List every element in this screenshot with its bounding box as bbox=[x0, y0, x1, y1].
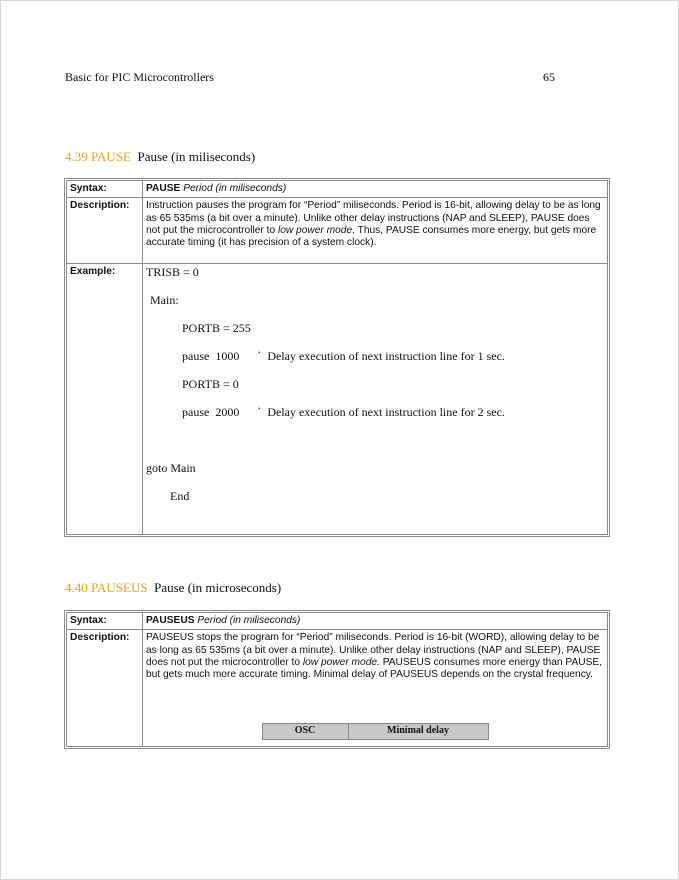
description-cell bbox=[143, 630, 608, 746]
example-row bbox=[67, 264, 608, 535]
syntax-cell bbox=[143, 613, 608, 630]
pause-spec-table bbox=[66, 180, 608, 535]
section-number: 4.40 bbox=[65, 580, 88, 595]
syntax-keyword: PAUSEUS bbox=[146, 615, 195, 626]
osc-header: OSC bbox=[262, 724, 348, 739]
description-text-end: PAUSEUS consumes more energy than PAUSE, but gets much more accurate timing. Minimal delay of PAUSEUS depends on the crystal frequency. bbox=[146, 656, 603, 681]
description-row bbox=[67, 630, 608, 746]
code-line: Main: bbox=[150, 293, 179, 308]
description-cell bbox=[143, 198, 608, 264]
section-subtitle: Pause (in miliseconds) bbox=[137, 149, 256, 164]
description-label: Description: bbox=[67, 630, 143, 746]
description-row bbox=[67, 198, 608, 264]
syntax-arg: Period (in miliseconds) bbox=[183, 183, 287, 194]
section-keyword: PAUSE bbox=[91, 149, 131, 164]
section-heading-pause bbox=[65, 149, 255, 165]
osc-table-header bbox=[262, 724, 488, 739]
description-emphasis: low power mode. bbox=[302, 656, 380, 668]
syntax-keyword: PAUSE bbox=[146, 183, 181, 194]
description-label: Description: bbox=[67, 198, 143, 264]
section-number: 4.39 bbox=[65, 149, 88, 164]
syntax-label: Syntax: bbox=[67, 181, 143, 198]
code-line: pause 2000 ` Delay execution of next instruction line for 2 sec. bbox=[182, 405, 505, 420]
code-line: End bbox=[170, 489, 190, 504]
minimal-delay-header: Minimal delay bbox=[348, 724, 488, 739]
code-line: PORTB = 0 bbox=[182, 377, 239, 392]
description-text: Instruction pauses the program for “Period” miliseconds. Period is 16-bit, allowing delay to be as long as 65 535ms (a bit over a minute). Unlike other delay instructions (NAP and SLEEP), PAUSE does not put the microcontroller to bbox=[146, 200, 601, 236]
header-title: Basic for PIC Microcontrollers bbox=[65, 70, 214, 84]
syntax-row bbox=[67, 181, 608, 198]
syntax-arg: Period (in miliseconds) bbox=[197, 615, 301, 626]
description-emphasis: low power mode bbox=[277, 224, 353, 236]
example-cell bbox=[143, 264, 608, 535]
code-line: pause 1000 ` Delay execution of next instruction line for 1 sec. bbox=[182, 349, 505, 364]
osc-delay-table bbox=[262, 723, 489, 739]
code-line: goto Main bbox=[146, 461, 196, 476]
description-text-end: . Thus, PAUSE consumes more energy, but gets more accurate timing (it has precision of a system clock). bbox=[146, 224, 597, 249]
syntax-cell bbox=[143, 181, 608, 198]
syntax-row bbox=[67, 613, 608, 630]
code-line: TRISB = 0 bbox=[146, 265, 199, 280]
section-subtitle: Pause (in microseconds) bbox=[154, 580, 282, 595]
example-label: Example: bbox=[67, 264, 143, 535]
example-code bbox=[146, 266, 604, 532]
section-heading-pauseus bbox=[65, 580, 281, 596]
page-number: 65 bbox=[543, 70, 555, 84]
section-keyword: PAUSEUS bbox=[91, 580, 148, 595]
pauseus-spec-table bbox=[66, 612, 608, 747]
description-text: PAUSEUS stops the program for “Period” miliseconds. Period is 16-bit (WORD), allowing delay to be as long as 65 535ms (a bit over a minute). Unlike other delay instructions (NAP and SLEEP), PAUSE does not put the microcontroller to bbox=[146, 632, 601, 668]
syntax-label: Syntax: bbox=[67, 613, 143, 630]
code-line: PORTB = 255 bbox=[182, 321, 251, 336]
